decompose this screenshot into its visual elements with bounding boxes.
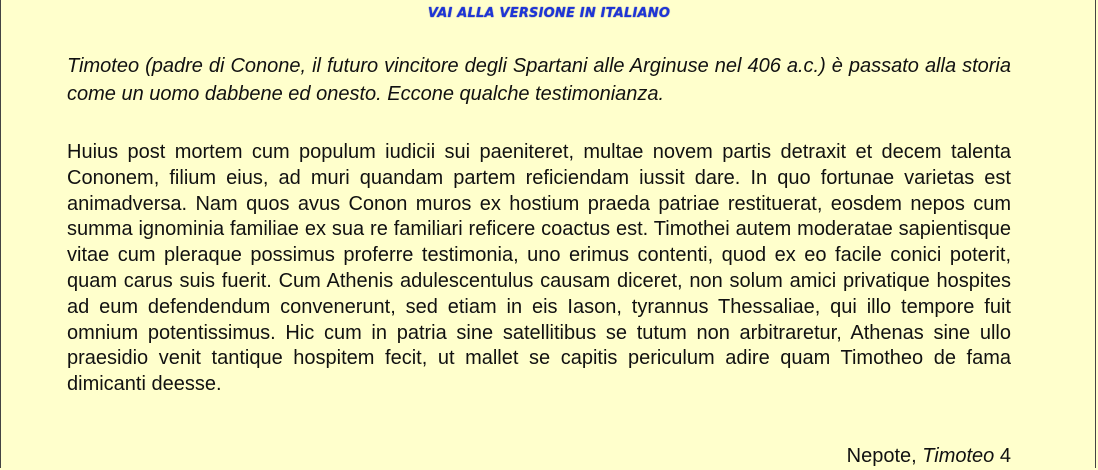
- source-work-title: Timoteo: [922, 445, 995, 467]
- intro-paragraph: Timoteo (padre di Conone, il futuro vincitore degli Spartani alle Arginuse nel 406 a.c.) è passato alla storia come un uomo dabbene ed onesto. Eccone qualche testimonianza.: [67, 55, 1011, 105]
- italian-version-link[interactable]: VAI ALLA VERSIONE IN ITALIANO: [427, 6, 671, 21]
- latin-text-paragraph: Huius post mortem cum populum iudicii sui paeniteret, multae novem partis detraxit et decem talenta Cononem, filium eius, ad muri quandam partem reficiendam iussit dare. In quo fortunae varietas est animadversa. Nam quos avus Conon muros ex hostium praeda patriae restituerat, eosdem nepos cum summa ignominia familiae ex sua re familiari reficere coactus est. Timothei autem moderatae sapientisque vitae cum pleraque possimus proferre testimonia, uno erimus contenti, quod ex eo facile conici poterit, quam carus suis fuerit. Cum Athenis adulescentulus causam diceret, non solum amici privatique hospites ad eum defendendum convenerunt, sed etiam in eis Iason, tyrannus Thessaliae, qui illo tempore fuit omnium potentissimus. Hic cum in patria sine satellitibus se tutum non arbitraretur, Athenas sine ullo praesidio venit tantique hospitem fecit, ut mallet se capitis periculum adire quam Timotheo de fama dimicanti deesse.: [67, 141, 1011, 396]
- source-chapter: 4: [994, 445, 1011, 467]
- source-author: Nepote,: [846, 445, 923, 467]
- source-citation: [847, 442, 1011, 470]
